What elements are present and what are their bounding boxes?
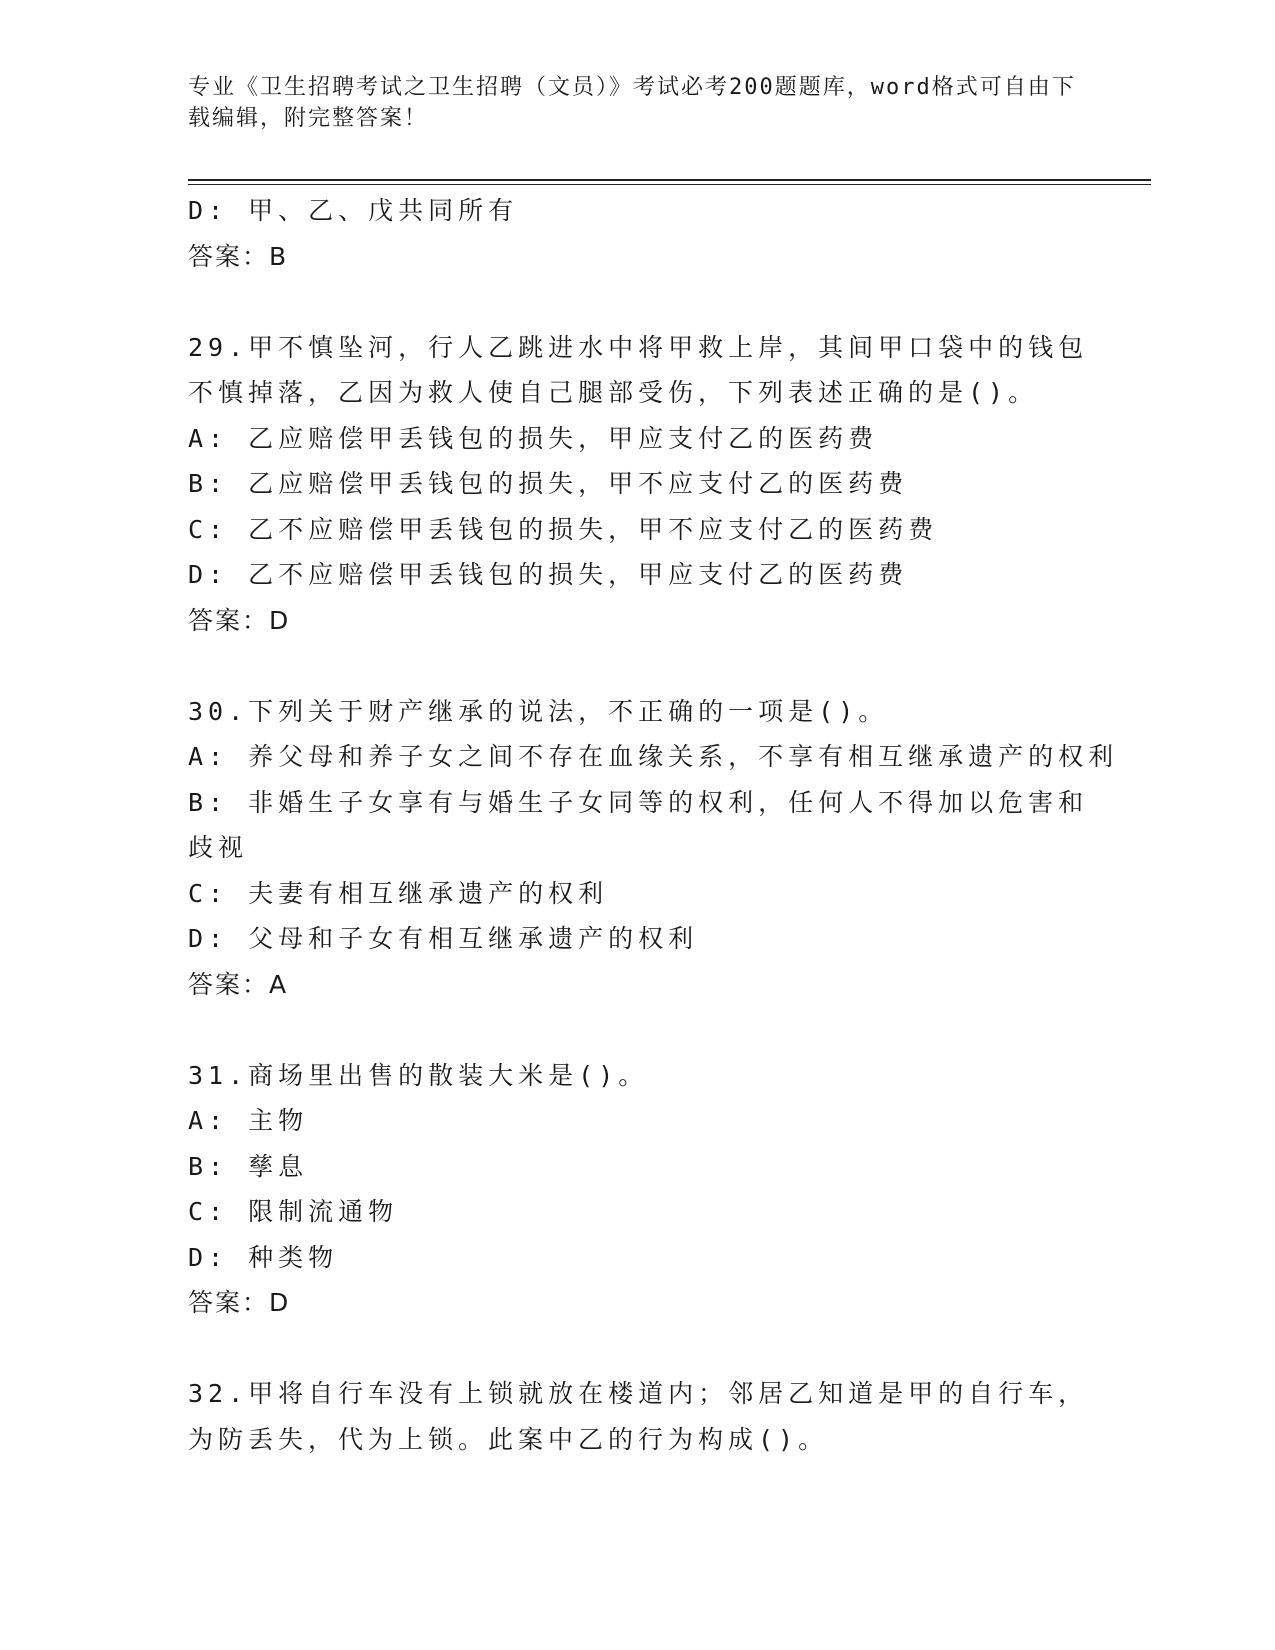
spacer	[188, 643, 1108, 689]
option-a: A: 乙应赔偿甲丢钱包的损失，甲应支付乙的医药费	[188, 423, 879, 453]
spacer	[188, 279, 1108, 325]
header-rule-thin	[188, 184, 1151, 185]
document-header: 专业《卫生招聘考试之卫生招聘（文员）》考试必考200题题库，word格式可自由下载编辑，附完整答案！	[188, 75, 1076, 131]
option-c: C: 限制流通物	[188, 1197, 399, 1226]
spacer	[188, 1007, 1108, 1053]
option-b: B: 非婚生子女享有与婚生子女同等的权利，任何人不得加以危害和歧视	[188, 787, 1089, 862]
prev-answer: 答案：B	[188, 241, 289, 271]
question-31	[188, 1053, 1108, 1326]
question-stem: 29.甲不慎坠河，行人乙跳进水中将甲救上岸，其间甲口袋中的钱包不慎掉落，乙因为救人使自己腿部受伤，下列表述正确的是()。	[188, 332, 1089, 407]
answer: 答案：D	[188, 1288, 291, 1317]
question-30	[188, 689, 1119, 1008]
option-d: D: 乙不应赔偿甲丢钱包的损失，甲应支付乙的医药费	[188, 560, 909, 589]
question-content	[188, 188, 1119, 1462]
answer: 答案：A	[188, 969, 289, 999]
option-c: C: 乙不应赔偿甲丢钱包的损失，甲不应支付乙的医药费	[188, 514, 939, 544]
option-a: A: 养父母和养子女之间不存在血缘关系，不享有相互继承遗产的权利	[188, 742, 1119, 771]
question-29	[188, 325, 1108, 644]
option-b: B: 乙应赔偿甲丢钱包的损失，甲不应支付乙的医药费	[188, 469, 909, 498]
question-stem: 31.商场里出售的散装大米是()。	[188, 1060, 649, 1090]
option-a: A: 主物	[188, 1106, 309, 1135]
question-stem: 30.下列关于财产继承的说法，不正确的一项是()。	[188, 696, 889, 726]
question-stem: 32.甲将自行车没有上锁就放在楼道内；邻居乙知道是甲的自行车，为防丢失，代为上锁。此案中乙的行为构成()。	[188, 1379, 1089, 1454]
option-b: B: 孳息	[188, 1151, 309, 1181]
option-d: D: 父母和子女有相互继承遗产的权利	[188, 924, 699, 953]
option-c: C: 夫妻有相互继承遗产的权利	[188, 878, 609, 908]
header-rule-thick	[188, 179, 1151, 181]
answer: 答案：D	[188, 605, 291, 635]
prev-option-d: D: 甲、乙、戊共同所有	[188, 196, 519, 225]
question-32	[188, 1371, 1108, 1462]
option-d: D: 种类物	[188, 1242, 339, 1272]
spacer	[188, 1326, 1108, 1372]
